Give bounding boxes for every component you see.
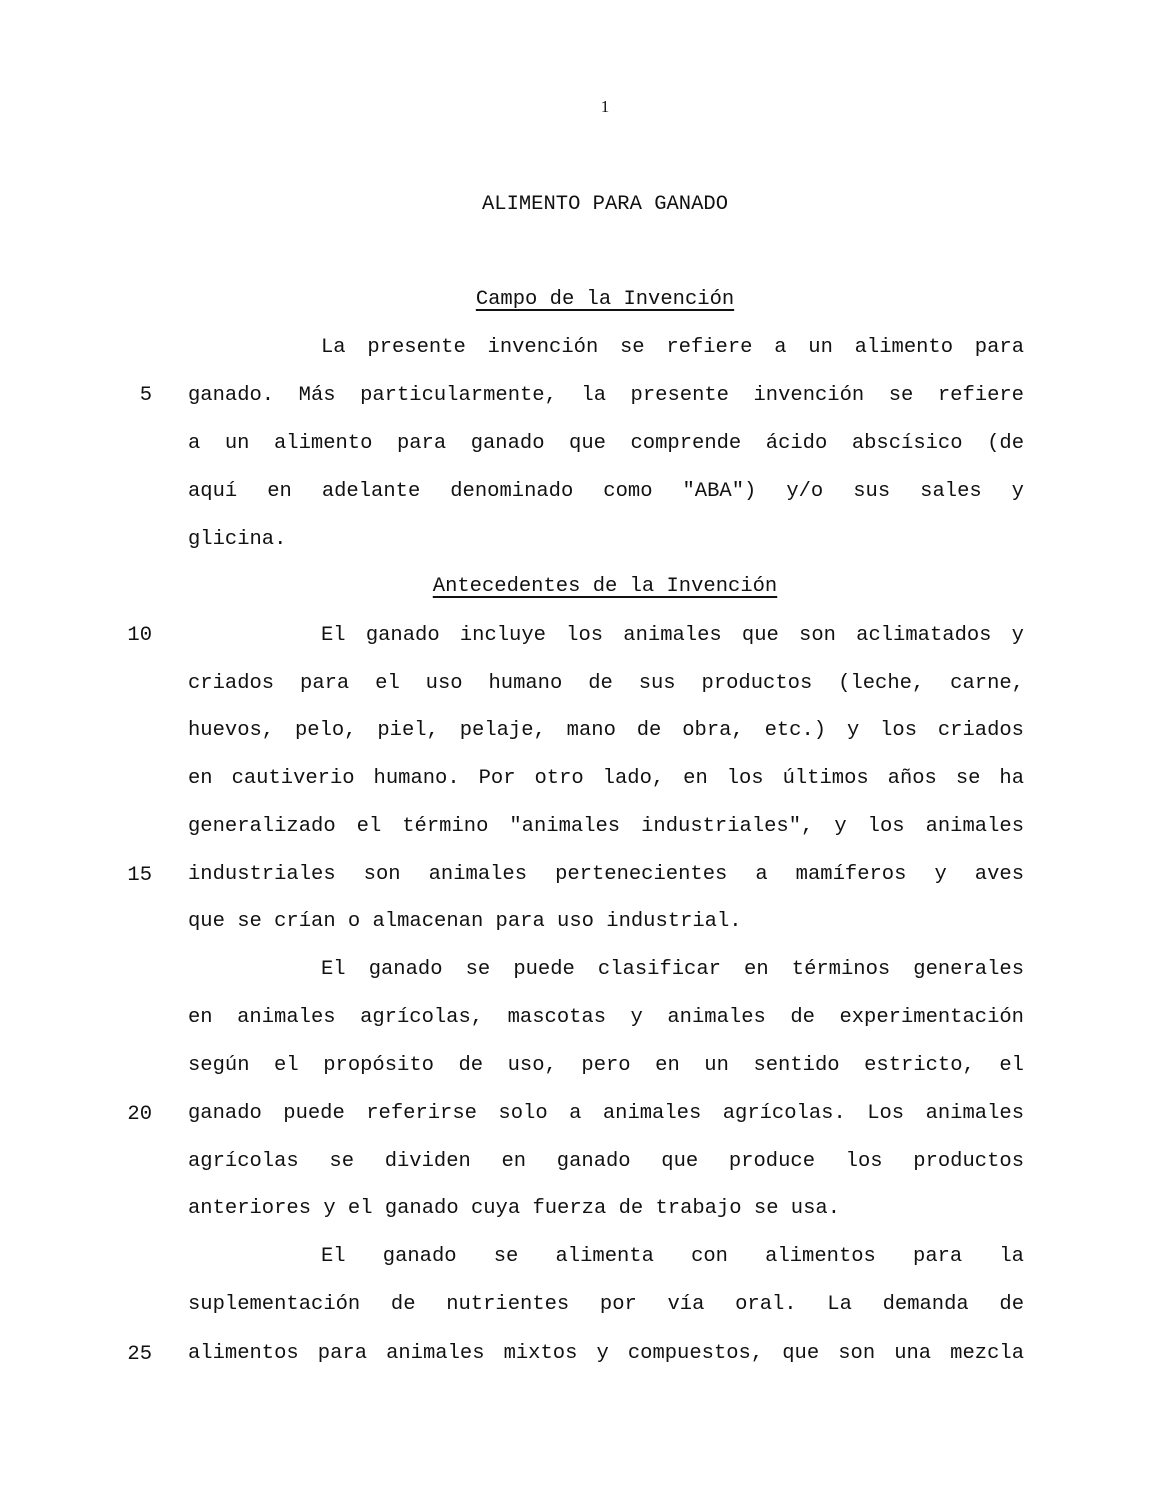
line-number: 25 <box>127 1343 152 1366</box>
text-line: suplementación de nutrientes por vía oral. La demanda de <box>188 1293 1024 1316</box>
text-line: alimentos para animales mixtos y compuestos, que son una mezcla <box>188 1342 1024 1365</box>
text-line: en animales agrícolas, mascotas y animales de experimentación <box>188 1006 1024 1029</box>
text-line: en cautiverio humano. Por otro lado, en los últimos años se ha <box>188 767 1024 790</box>
heading-antecedentes: Antecedentes de la Invención <box>432 575 778 598</box>
text-line: El ganado se alimenta con alimentos para la <box>321 1245 1024 1268</box>
text-line: según el propósito de uso, pero en un sentido estricto, el <box>188 1054 1024 1077</box>
text-line: agrícolas se dividen en ganado que produce los productos <box>188 1150 1024 1173</box>
line-number: 20 <box>127 1103 152 1126</box>
text-line: ganado. Más particularmente, la presente invención se refiere <box>188 384 1024 407</box>
text-line: a un alimento para ganado que comprende ácido abscísico (de <box>188 432 1024 455</box>
line-number: 10 <box>127 624 152 647</box>
text-line: huevos, pelo, piel, pelaje, mano de obra, etc.) y los criados <box>188 719 1024 742</box>
heading-campo: Campo de la Invención <box>475 288 735 311</box>
line-number: 5 <box>139 384 152 407</box>
text-line: glicina. <box>188 528 287 551</box>
document-title: ALIMENTO PARA GANADO <box>481 193 729 216</box>
text-line: anteriores y el ganado cuya fuerza de trabajo se usa. <box>188 1197 841 1220</box>
text-line: que se crían o almacenan para uso industrial. <box>188 910 742 933</box>
text-line: ganado puede referirse solo a animales agrícolas. Los animales <box>188 1102 1024 1125</box>
line-number: 15 <box>127 864 152 887</box>
text-line: La presente invención se refiere a un alimento para <box>321 336 1024 359</box>
text-line: El ganado incluye los animales que son aclimatados y <box>321 624 1024 647</box>
text-line: aquí en adelante denominado como "ABA") y/o sus sales y <box>188 480 1024 503</box>
text-line: criados para el uso humano de sus productos (leche, carne, <box>188 672 1024 695</box>
text-line: El ganado se puede clasificar en términos generales <box>321 958 1024 981</box>
text-line: industriales son animales pertenecientes a mamíferos y aves <box>188 863 1024 886</box>
page-number: 1 <box>600 97 610 116</box>
text-line: generalizado el término "animales industriales", y los animales <box>188 815 1024 838</box>
